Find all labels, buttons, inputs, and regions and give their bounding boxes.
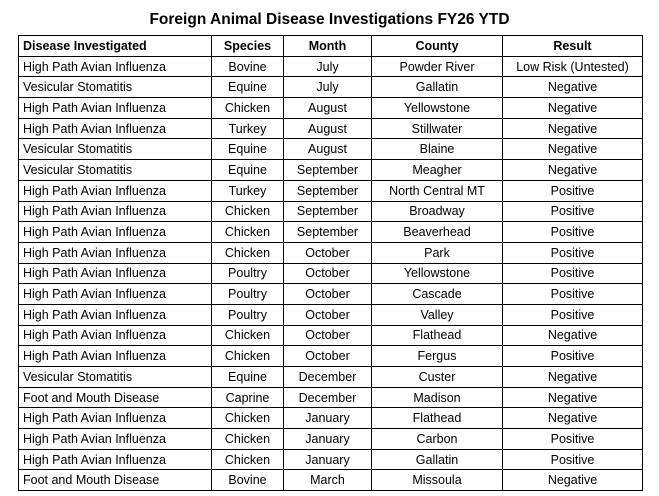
header-county: County xyxy=(372,36,503,57)
cell-month: December xyxy=(284,387,372,408)
cell-county: Broadway xyxy=(372,201,503,222)
cell-county: Powder River xyxy=(372,56,503,77)
cell-disease: High Path Avian Influenza xyxy=(19,325,212,346)
cell-month: August xyxy=(284,98,372,119)
cell-county: Yellowstone xyxy=(372,263,503,284)
cell-county: Park xyxy=(372,242,503,263)
cell-disease: High Path Avian Influenza xyxy=(19,222,212,243)
cell-month: October xyxy=(284,304,372,325)
cell-species: Chicken xyxy=(212,98,284,119)
cell-disease: High Path Avian Influenza xyxy=(19,56,212,77)
cell-disease: High Path Avian Influenza xyxy=(19,263,212,284)
header-month: Month xyxy=(284,36,372,57)
cell-month: October xyxy=(284,242,372,263)
cell-month: August xyxy=(284,139,372,160)
table-row xyxy=(19,160,643,181)
table-row xyxy=(19,56,643,77)
header-species: Species xyxy=(212,36,284,57)
cell-species: Equine xyxy=(212,139,284,160)
cell-disease: High Path Avian Influenza xyxy=(19,429,212,450)
table-row xyxy=(19,346,643,367)
cell-county: Gallatin xyxy=(372,77,503,98)
cell-result: Negative xyxy=(503,77,643,98)
cell-result: Positive xyxy=(503,346,643,367)
cell-county: North Central MT xyxy=(372,180,503,201)
cell-county: Custer xyxy=(372,367,503,388)
table-body xyxy=(19,56,643,490)
cell-species: Equine xyxy=(212,77,284,98)
cell-species: Chicken xyxy=(212,346,284,367)
cell-result: Negative xyxy=(503,160,643,181)
cell-result: Negative xyxy=(503,367,643,388)
table-row xyxy=(19,222,643,243)
cell-result: Negative xyxy=(503,325,643,346)
cell-disease: High Path Avian Influenza xyxy=(19,118,212,139)
table-header-row xyxy=(19,36,643,57)
table-row xyxy=(19,325,643,346)
table-row xyxy=(19,408,643,429)
cell-species: Bovine xyxy=(212,56,284,77)
cell-result: Positive xyxy=(503,429,643,450)
cell-county: Cascade xyxy=(372,284,503,305)
cell-result: Negative xyxy=(503,408,643,429)
cell-species: Chicken xyxy=(212,408,284,429)
cell-month: December xyxy=(284,367,372,388)
cell-month: January xyxy=(284,429,372,450)
cell-month: September xyxy=(284,222,372,243)
cell-species: Poultry xyxy=(212,284,284,305)
cell-disease: High Path Avian Influenza xyxy=(19,408,212,429)
cell-county: Gallatin xyxy=(372,449,503,470)
cell-disease: High Path Avian Influenza xyxy=(19,449,212,470)
cell-result: Negative xyxy=(503,387,643,408)
cell-disease: High Path Avian Influenza xyxy=(19,242,212,263)
cell-disease: High Path Avian Influenza xyxy=(19,201,212,222)
table-row xyxy=(19,470,643,491)
table-row xyxy=(19,429,643,450)
cell-county: Valley xyxy=(372,304,503,325)
table-row xyxy=(19,367,643,388)
cell-disease: Foot and Mouth Disease xyxy=(19,387,212,408)
cell-disease: High Path Avian Influenza xyxy=(19,346,212,367)
cell-result: Positive xyxy=(503,242,643,263)
table-row xyxy=(19,201,643,222)
cell-species: Chicken xyxy=(212,429,284,450)
cell-county: Meagher xyxy=(372,160,503,181)
cell-result: Negative xyxy=(503,98,643,119)
cell-disease: High Path Avian Influenza xyxy=(19,284,212,305)
page-title: Foreign Animal Disease Investigations FY26 YTD xyxy=(149,11,510,28)
cell-disease: Vesicular Stomatitis xyxy=(19,367,212,388)
cell-species: Bovine xyxy=(212,470,284,491)
cell-species: Caprine xyxy=(212,387,284,408)
cell-month: January xyxy=(284,408,372,429)
cell-result: Positive xyxy=(503,222,643,243)
cell-month: October xyxy=(284,284,372,305)
header-disease: Disease Investigated xyxy=(19,36,212,57)
investigations-table xyxy=(18,35,643,491)
cell-county: Blaine xyxy=(372,139,503,160)
cell-month: October xyxy=(284,325,372,346)
cell-species: Chicken xyxy=(212,222,284,243)
table-row xyxy=(19,284,643,305)
cell-result: Positive xyxy=(503,263,643,284)
cell-species: Chicken xyxy=(212,242,284,263)
cell-result: Negative xyxy=(503,470,643,491)
cell-species: Chicken xyxy=(212,325,284,346)
cell-species: Turkey xyxy=(212,180,284,201)
cell-disease: Foot and Mouth Disease xyxy=(19,470,212,491)
cell-month: July xyxy=(284,56,372,77)
table-row xyxy=(19,77,643,98)
cell-species: Equine xyxy=(212,367,284,388)
cell-month: September xyxy=(284,160,372,181)
cell-result: Negative xyxy=(503,139,643,160)
table-row xyxy=(19,139,643,160)
cell-result: Negative xyxy=(503,118,643,139)
cell-month: September xyxy=(284,180,372,201)
cell-county: Madison xyxy=(372,387,503,408)
table-row xyxy=(19,263,643,284)
cell-county: Stillwater xyxy=(372,118,503,139)
cell-month: January xyxy=(284,449,372,470)
cell-disease: Vesicular Stomatitis xyxy=(19,77,212,98)
header-result: Result xyxy=(503,36,643,57)
cell-species: Chicken xyxy=(212,201,284,222)
cell-result: Positive xyxy=(503,449,643,470)
table-row xyxy=(19,304,643,325)
table-row xyxy=(19,98,643,119)
cell-disease: Vesicular Stomatitis xyxy=(19,160,212,181)
cell-result: Positive xyxy=(503,180,643,201)
cell-species: Equine xyxy=(212,160,284,181)
cell-month: October xyxy=(284,346,372,367)
cell-result: Positive xyxy=(503,284,643,305)
table-row xyxy=(19,242,643,263)
cell-month: March xyxy=(284,470,372,491)
cell-county: Fergus xyxy=(372,346,503,367)
cell-county: Carbon xyxy=(372,429,503,450)
cell-county: Missoula xyxy=(372,470,503,491)
cell-month: September xyxy=(284,201,372,222)
cell-disease: High Path Avian Influenza xyxy=(19,304,212,325)
table-row xyxy=(19,387,643,408)
table-row xyxy=(19,118,643,139)
cell-month: July xyxy=(284,77,372,98)
cell-result: Low Risk (Untested) xyxy=(503,56,643,77)
table-row xyxy=(19,180,643,201)
cell-disease: High Path Avian Influenza xyxy=(19,98,212,119)
cell-species: Poultry xyxy=(212,304,284,325)
cell-result: Positive xyxy=(503,304,643,325)
cell-species: Chicken xyxy=(212,449,284,470)
cell-species: Turkey xyxy=(212,118,284,139)
cell-county: Flathead xyxy=(372,325,503,346)
table-row xyxy=(19,449,643,470)
cell-disease: Vesicular Stomatitis xyxy=(19,139,212,160)
cell-month: August xyxy=(284,118,372,139)
cell-county: Yellowstone xyxy=(372,98,503,119)
cell-county: Beaverhead xyxy=(372,222,503,243)
cell-species: Poultry xyxy=(212,263,284,284)
cell-result: Positive xyxy=(503,201,643,222)
cell-county: Flathead xyxy=(372,408,503,429)
cell-month: October xyxy=(284,263,372,284)
cell-disease: High Path Avian Influenza xyxy=(19,180,212,201)
